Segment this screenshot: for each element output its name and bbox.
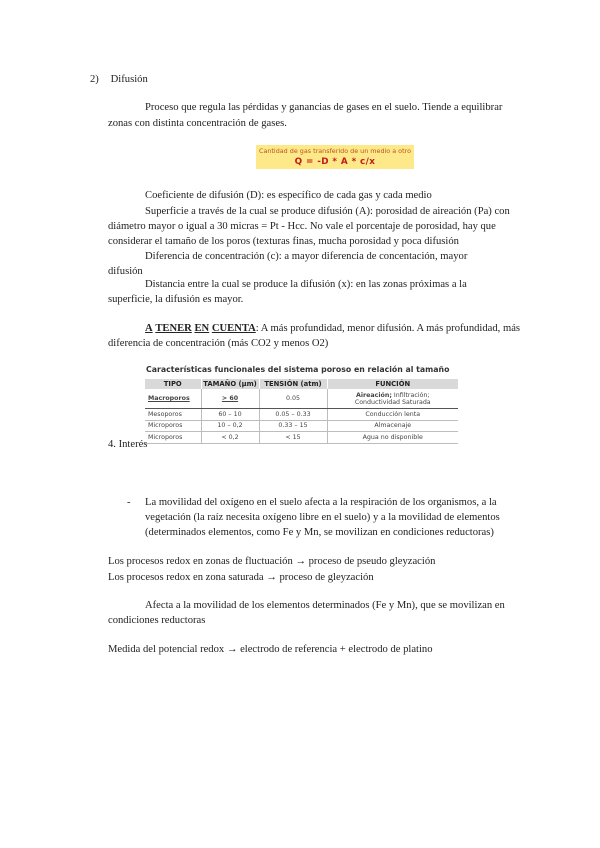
afecta-line-2: condiciones reductoras: [108, 615, 206, 626]
table-title: Características funcionales del sistema poroso en relación al tamaño: [146, 365, 450, 374]
bullet-line-3: (determinados elementos, como Fe y Mn, se movilizan en condiciones reductoras): [145, 527, 494, 538]
header-tipo: TIPO: [145, 379, 201, 389]
superficie-line-2: diámetro mayor o igual a 30 micras = Pt - Hcc. No vale el porcentaje de porosidad, hay que: [108, 221, 496, 232]
cell-tamano: 60 – 10: [201, 409, 259, 421]
tener-word-cuenta: CUENTA: [211, 323, 256, 334]
distancia-line-1: Distancia entre la cual se produce la difusión (x): en las zonas próximas a la: [145, 279, 467, 290]
section-heading-difusion: [90, 73, 148, 87]
tener-en-cuenta-line-1: [145, 322, 520, 336]
bullet-dash: -: [127, 497, 131, 508]
tener-en-cuenta-line-2: diferencia de concentración (más CO2 y menos O2): [108, 338, 329, 349]
header-tension: TENSIÓN (atm): [259, 379, 327, 389]
tener-word-tener: TENER: [155, 323, 192, 334]
cell-tension: 0.05 – 0.33: [259, 409, 327, 421]
cell-tamano: 10 – 0,2: [201, 420, 259, 432]
coef-difusion-line: Coeficiente de difusión (D): es específico de cada gas y cada medio: [145, 190, 432, 201]
cell-funcion: [327, 389, 458, 409]
table-row: [145, 389, 458, 409]
cell-funcion: Conducción lenta: [327, 409, 458, 421]
cell-funcion: Almacenaje: [327, 420, 458, 432]
table-header-row: [145, 379, 458, 389]
cell-tipo: Mesoporos: [145, 409, 201, 421]
tener-word-a: A: [145, 323, 153, 334]
funcion-conductividad: Conductividad Saturada: [354, 398, 431, 406]
afecta-line-1: Afecta a la movilidad de los elementos determinados (Fe y Mn), que se movilizan en: [145, 600, 505, 611]
funcion-infiltracion: Infiltración;: [391, 391, 430, 399]
cell-tension: 0.05: [259, 389, 327, 409]
cell-tension: < 15: [259, 432, 327, 444]
cell-tamano: < 0,2: [201, 432, 259, 444]
bullet-line-2: vegetación (la raíz necesita oxígeno libre en el suelo) y a la movilidad de elementos: [145, 512, 500, 523]
cell-funcion: Agua no disponible: [327, 432, 458, 444]
bullet-line-1: La movilidad del oxígeno en el suelo afecta a la respiración de los organismos, a la: [145, 497, 497, 508]
section-title: Difusión: [110, 74, 148, 85]
cell-tipo: Macroporos: [145, 389, 201, 409]
formula-equation: Q = -D * A * c/x: [294, 157, 376, 167]
superficie-line-1: Superficie a través de la cual se produce difusión (A): porosidad de aireación (Pa) con: [145, 206, 510, 217]
cell-tipo: Microporos: [145, 432, 201, 444]
diferencia-line-2: difusión: [108, 266, 143, 277]
medida-line: Medida del potencial redox → electrodo de referencia + electrodo de platino: [108, 644, 433, 655]
diferencia-line-1: Diferencia de concentración (c): a mayor diferencia de concentación, mayor: [145, 251, 468, 262]
section-number: 2): [90, 74, 99, 85]
formula-caption: Cantidad de gas transferido de un medio a otro: [259, 147, 411, 155]
distancia-line-2: superficie, la difusión es mayor.: [108, 294, 244, 305]
tener-word-en: EN: [194, 323, 210, 334]
section-title-interes: 4. Interés: [108, 439, 148, 450]
tener-rest: : A más profundidad, menor difusión. A más profundidad, más: [255, 323, 521, 334]
cell-tamano: > 60: [201, 389, 259, 409]
cell-tipo: Microporos: [145, 420, 201, 432]
redox-line-1: Los procesos redox en zonas de fluctuación → proceso de pseudo gleyzación: [108, 556, 436, 567]
header-tamano: TAMAÑO (µm): [201, 379, 259, 389]
formula-box: [256, 145, 414, 169]
intro-line-1: Proceso que regula las pérdidas y ganancias de gases en el suelo. Tiende a equilibrar: [145, 102, 503, 113]
header-funcion: FUNCIÓN: [327, 379, 458, 389]
pore-size-table: [145, 379, 458, 444]
cell-tension: 0.33 – 15: [259, 420, 327, 432]
table-row: [145, 420, 458, 432]
intro-line-2: zonas con distinta concentración de gases.: [108, 118, 287, 129]
redox-line-2: Los procesos redox en zona saturada → proceso de gleyzación: [108, 572, 374, 583]
funcion-aireacion: Aireación;: [355, 391, 392, 399]
table-row: [145, 432, 458, 444]
superficie-line-3: considerar el tamaño de los poros (texturas finas, mucha porosidad y poca difusión: [108, 236, 459, 247]
table-row: [145, 409, 458, 421]
